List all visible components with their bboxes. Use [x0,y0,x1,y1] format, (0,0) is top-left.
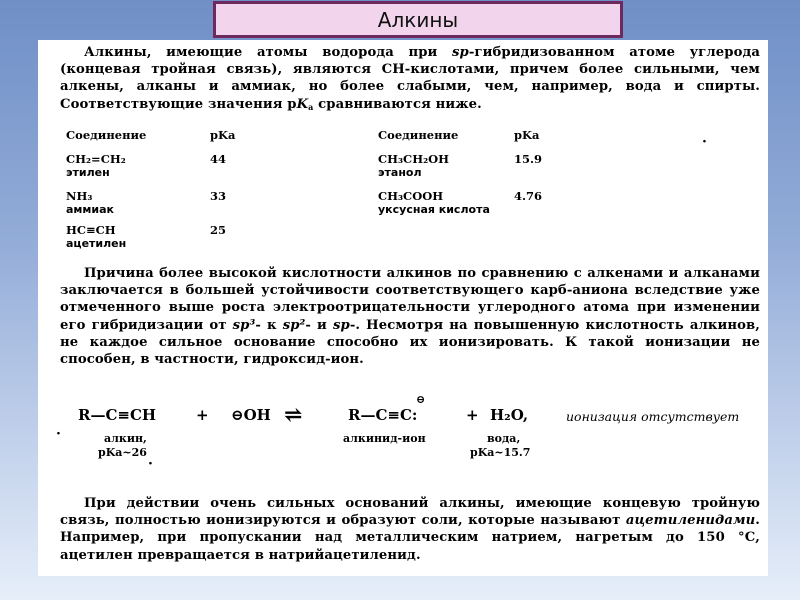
text: sp² [282,317,306,333]
eq-label-alkynide: алкинид-ион [343,432,426,445]
compound-formula: CH₂=CH₂ [66,152,126,166]
compound-name: этанол [378,166,422,179]
compound-name: аммиак [66,203,115,216]
text: При действии очень сильных оснований алкины, имеющие концевую тройную связь, полностью ионизируются и образуют соли, которые называют [60,496,760,529]
text: Алкины, имеющие атомы водорода при [84,45,452,60]
pka-value: 4.76 [514,189,543,203]
eq-hydroxide: ⊖OH [231,406,271,424]
text: a [308,101,314,112]
compound-name: ацетилен [66,237,127,250]
table-row [66,152,126,180]
eq-label-water-pka: pKa~15.7 [470,446,531,459]
eq-charge: ⊖ [416,393,426,406]
text: - и [305,317,333,333]
compound-name: этилен [66,166,110,179]
eq-label-alkyne-pka: pKa~26 [98,446,147,459]
table-row [378,189,490,217]
table-header-pka-left: pKa [210,128,236,142]
compound-formula: CH₃COOH [378,189,444,203]
scan-speck: · [56,426,61,442]
text: K [296,96,309,112]
table-header-compound-right: Соединение [378,128,459,142]
text: . Например, при пропускании над металлическим натрием, нагретым до 150 °С, ацетилен превращается в натрийацетиленид. [60,513,760,563]
text: -. Несмотря на повышенную кислотность алкинов, не каждое сильное основание способно их ионизировать. К такой ионизации не способен, в частности, гидроксид-ион. [60,317,760,368]
eq-reactant-alkyne: R—C≡CH [78,406,157,424]
pka-value: 33 [210,189,227,203]
equilibrium-arrow: ⇌ [284,402,303,428]
eq-label-water: вода, [487,432,521,445]
eq-note: ионизация отсутствует [566,409,740,424]
eq-water: H₂O, [490,406,529,424]
slide-title: Алкины [213,1,623,38]
paragraph-intro [60,44,760,116]
pka-value: 25 [210,223,227,237]
table-row [66,223,126,251]
paragraph-explanation [60,265,760,368]
eq-product-alkynide: R—C≡C: [348,406,418,424]
table-header-compound-left: Соединение [66,128,147,142]
scanned-page [38,40,768,576]
text: sp [452,45,469,60]
table-header-pka-right: pKa [514,128,540,142]
text: -гибридизованном атоме углерода (концевая тройная связь), являются СН-кислотами, причем более сильными, чем алкены, алканы и аммиак, но более слабыми, чем, например, вода и спирты. Соответствующие значения p [60,45,761,112]
table-row [66,189,114,217]
table-row [378,152,449,180]
text: sp³ [232,317,256,333]
text: сравниваются ниже. [313,96,482,112]
text: Причина более высокой кислотности алкинов по сравнению с алкенами и алканами заключается в большей устойчивости соответствующего карб-аниона вследствие уже отмеченного выше роста электроотрицательности углеродного атома при изменении его гибридизации от [60,266,760,333]
scan-speck: · [702,134,707,150]
pka-value: 44 [210,152,227,166]
compound-formula: HC≡CH [66,223,116,237]
eq-plus: + [466,406,479,424]
compound-formula: CH₃CH₂OH [378,152,449,166]
pka-value: 15.9 [514,152,543,166]
eq-label-alkyne: алкин, [104,432,147,445]
scan-speck: · [148,456,153,472]
eq-plus: + [196,406,209,424]
text: - к [255,317,283,333]
compound-name: уксусная кислота [378,203,490,216]
compound-formula: NH₃ [66,189,93,203]
text: sp [333,317,350,333]
text: ацетиленидами [625,513,756,529]
paragraph-acetylenides [60,495,760,564]
